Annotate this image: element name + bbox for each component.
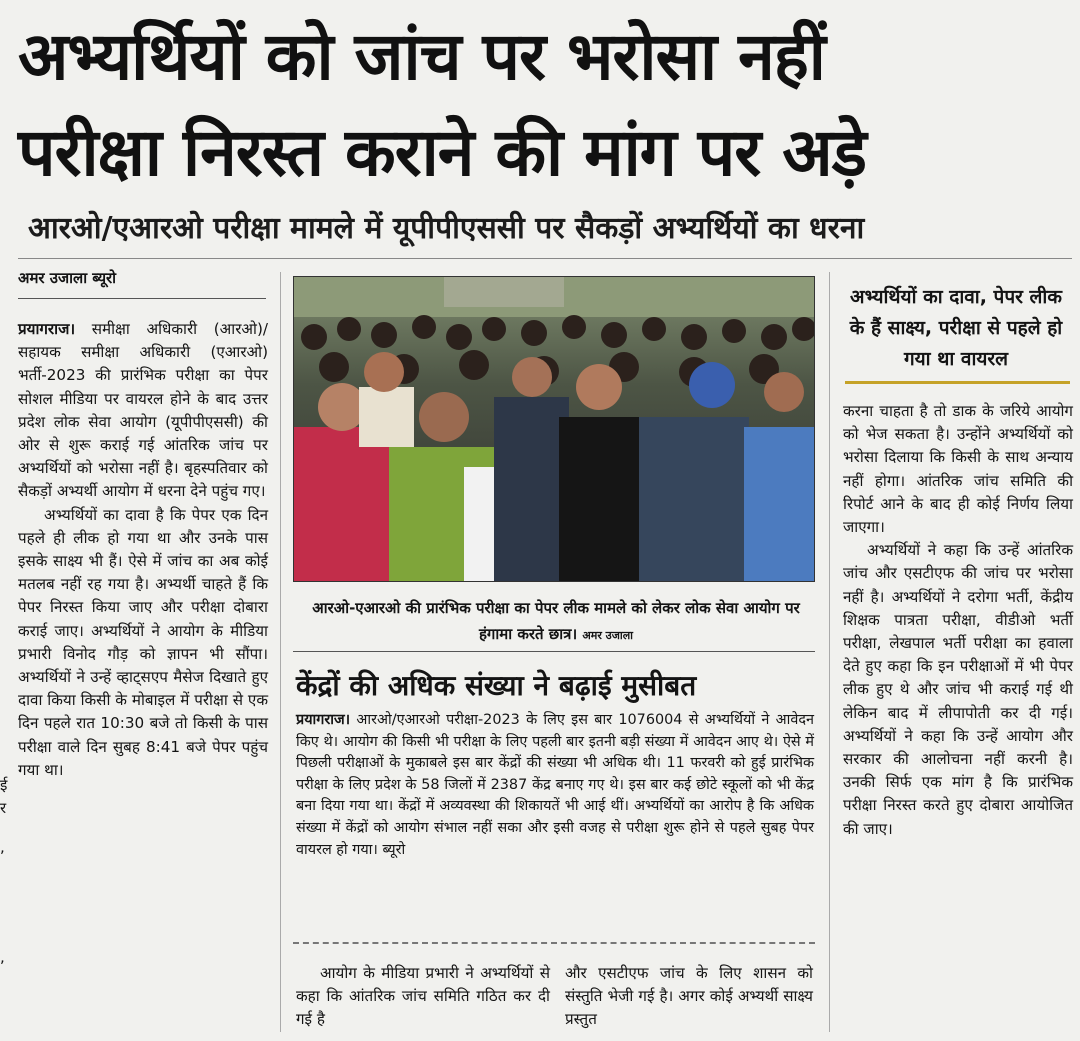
- left-paragraph-1: [18, 318, 268, 504]
- byline-rule: [18, 298, 266, 299]
- edge-fragment: र: [0, 799, 7, 817]
- bottom-column-2: और एसटीएफ जांच के लिए शासन को संस्तुति भेजी गई है। अगर कोई अभ्यर्थी साक्ष्य प्रस्तुत: [565, 964, 813, 1029]
- headline-line-2: परीक्षा निरस्त कराने की मांग पर अड़े: [18, 114, 866, 191]
- caption-rule: [293, 651, 815, 652]
- left-dateline: प्रयागराज।: [18, 320, 76, 338]
- section-text: आरओ/एआरओ परीक्षा-2023 के लिए इस बार 1076004 से अभ्यर्थियों ने आवेदन किए थे। आयोग की किसी भी परीक्षा के लिए पहली बार इतनी बड़ी संख्या में आवेदन आए थे। ऐसे में पिछली परीक्षाओं के मुकाबले इस बार केंद्रों की संख्या भी अधिक थी। 11 फरवरी को हुई प्रारंभिक परीक्षा के लिए प्रदेश के 58 जिलों में 2387 केंद्र बनाए गए थे। इस बार कई छोटे स्कूलों को भी केंद्र बना दिया गया था। केंद्रों में अव्यवस्था की शिकायतें भी आई थीं। अभ्यर्थियों का आरोप है कि अधिक संख्या में केंद्रों को आयोग संभाल नहीं सका और इसी वजह से परीक्षा शुरू होने से पहले सुबह पेपर वायरल हो गया। ब्यूरो: [296, 712, 814, 858]
- protest-crowd-image: [294, 277, 815, 582]
- left-column: [18, 318, 268, 782]
- left-text-1: समीक्षा अधिकारी (आरओ)/सहायक समीक्षा अधिकारी (एआरओ) भर्ती-2023 की प्रारंभिक परीक्षा का पेपर सोशल मीडिया पर वायरल होने के बाद उत्तर प्रदेश लोक सेवा आयोग (यूपीपीएससी) की ओर से शुरू कराई गई आंतरिक जांच पर अभ्यर्थियों को भरोसा नहीं है। बृहस्पतिवार को सैकड़ों अभ्यर्थी आयोग में धरना देने पहुंच गए।: [18, 320, 268, 501]
- right-column: [843, 400, 1073, 841]
- bottom-column-1: आयोग के मीडिया प्रभारी ने अभ्यर्थियों से कहा कि आंतरिक जांच समिति गठित कर दी गई है: [296, 964, 550, 1029]
- subheadline-rule: [18, 258, 1072, 259]
- headline-line-1: अभ्यर्थियों को जांच पर भरोसा नहीं: [18, 18, 825, 95]
- right-paragraph-2: अभ्यर्थियों ने कहा कि उन्हें आंतरिक जांच और एसटीएफ की जांच पर भरोसा नहीं है। अभ्यर्थियों ने दरोगा भर्ती, केंद्रीय शिक्षक पात्रता परीक्षा, वीडीओ भर्ती परीक्षा, लेखपाल भर्ती परीक्षा का हवाला देते हुए कहा कि इन परीक्षाओं में भी पेपर लीक हुए थे और जांच भी कराई गई थी लेकिन बाद में लीपापोती कर दी गई। अभ्यर्थियों ने कहा कि उन्हें आयोग और सरकार की आलोचना नहीं करनी है। उनकी सिर्फ एक मांग है कि प्रारंभिक परीक्षा निरस्त करते हुए दोबारा आयोजित की जाए।: [843, 541, 1073, 838]
- highlight-box: अभ्यर्थियों का दावा, पेपर लीक के हैं साक्ष्य, परीक्षा से पहले हो गया था वायरल: [849, 286, 1063, 370]
- section-body: [296, 710, 814, 861]
- section-dateline: प्रयागराज।: [296, 712, 351, 728]
- byline: अमर उजाला ब्यूरो: [18, 269, 117, 287]
- left-paragraph-2: अभ्यर्थियों का दावा है कि पेपर एक दिन पहले ही लीक हो गया था और उनके पास इसके साक्ष्य भी हैं। ऐसे में जांच का अब कोई मतलब नहीं रह गया है। अभ्यर्थी चाहते हैं कि पेपर निरस्त किया जाए और परीक्षा दोबारा कराई जाए। अभ्यर्थियों ने आयोग के मीडिया प्रभारी विनोद गौड़ को ज्ञापन भी सौंपा। अभ्यर्थियों ने उन्हें व्हाट्सएप मैसेज दिखाते हुए दावा किया किसी के मोबाइल में परीक्षा से एक दिन पहले रात 10:30 बजे तो किसी के पास परीक्षा वाले दिन सुबह 8:41 बजे पेपर पहुंच गया था।: [18, 505, 268, 779]
- column-divider: [829, 272, 830, 1032]
- right-paragraph-1: करना चाहता है तो डाक के जरिये आयोग को भेज सकता है। उन्होंने अभ्यर्थियों को भरोसा दिलाया कि किसी के साथ अन्याय नहीं होगा। आंतरिक जांच समिति की रिपोर्ट आने के बाद ही कोई निर्णय लिया जाएगा।: [843, 402, 1073, 537]
- news-photo: [293, 276, 815, 582]
- photo-credit: अमर उजाला: [582, 629, 634, 642]
- section-heading: केंद्रों की अधिक संख्या ने बढ़ाई मुसीबत: [296, 669, 697, 702]
- caption-text: आरओ-एआरओ की प्रारंभिक परीक्षा का पेपर लीक मामले को लेकर लोक सेवा आयोग पर हंगामा करते छात्र।: [312, 599, 800, 643]
- section-dashed-rule: [293, 942, 815, 944]
- section-paragraph: [296, 710, 814, 861]
- edge-fragment: ,: [0, 948, 5, 966]
- edge-fragment: ,: [0, 838, 5, 856]
- column-divider: [280, 272, 281, 1032]
- photo-caption: [300, 595, 812, 649]
- edge-fragment: ई: [0, 776, 8, 794]
- subheadline: आरओ/एआरओ परीक्षा मामले में यूपीपीएससी पर सैकड़ों अभ्यर्थियों का धरना: [28, 211, 865, 246]
- highlight-underline: [845, 381, 1070, 384]
